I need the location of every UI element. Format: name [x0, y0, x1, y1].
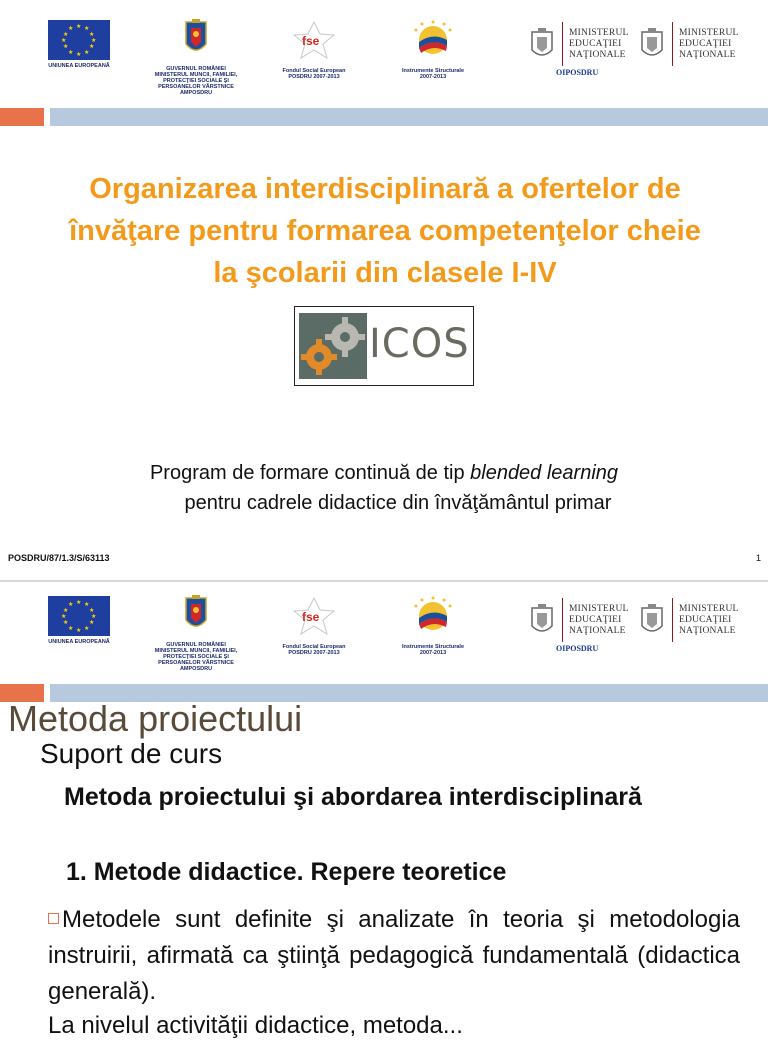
section-heading: Metoda proiectului şi abordarea interdisciplinară [64, 783, 642, 811]
page-number: 1 [755, 553, 761, 563]
gov-logo [150, 594, 242, 672]
partner-logos [0, 0, 768, 100]
eu-caption: UNIUNEA EUROPEANĂ [48, 639, 110, 645]
fse-caption: Fondul Social European POSDRU 2007-2013 [282, 68, 346, 80]
ministry-name: MINISTERUL EDUCAŢIEI NAŢIONALE [569, 603, 629, 636]
bullet-paragraph: Metodele sunt definite şi analizate în teoria şi metodologia instruirii, afirmată ca ştiinţă pedagogică fundamentală (didactica generală). [48, 906, 740, 1005]
ministry-separator [672, 22, 673, 66]
fse-logo [282, 596, 346, 656]
is-caption: Instrumente Structurale 2007-2013 [401, 644, 465, 656]
structural-instruments-icon [410, 596, 456, 636]
romania-crest-icon [183, 18, 209, 58]
ministry-separator [562, 598, 563, 642]
project-code: POSDRU/87/1.3/S/63113 [8, 553, 110, 563]
fse-logo-icon [291, 20, 337, 60]
fse-caption: Fondul Social European POSDRU 2007-2013 [282, 644, 346, 656]
icos-gears-icon [299, 313, 367, 379]
eu-logo [40, 596, 118, 645]
ministry-separator [672, 598, 673, 642]
ministry-logo-2 [638, 22, 739, 66]
fse-logo-icon [291, 596, 337, 636]
gov-caption: GUVERNUL ROMÂNIEI MINISTERUL MUNCII, FAMILIEI, PROTECŢIEI SOCIALE ŞI PERSOANELOR VÂRSTNICE AMPOSDRU [154, 66, 238, 96]
ministry-separator [562, 22, 563, 66]
ministry-logo-1 [528, 22, 629, 66]
ministry-logo-2 [638, 598, 739, 642]
gov-logo [150, 18, 242, 96]
fse-mark: fse [302, 34, 320, 48]
accent-bar-blue [50, 108, 768, 126]
is-caption: Instrumente Structurale 2007-2013 [401, 68, 465, 80]
eu-logo [40, 20, 118, 69]
ministry-name: MINISTERUL EDUCAŢIEI NAŢIONALE [679, 603, 739, 636]
cut-off-line: La nivelul activităţii didactice, metoda... [48, 1012, 463, 1039]
bullet-square-icon [48, 913, 59, 924]
icos-logo-text: ICOS [369, 321, 470, 367]
romania-crest-icon [183, 594, 209, 634]
partner-logos [0, 582, 768, 682]
accent-bar-orange [0, 108, 44, 126]
ministry-crest-icon [528, 26, 556, 62]
subsection-heading: 1. Metode didactice. Repere teoretice [66, 858, 507, 886]
eu-flag-icon: ★ ★ ★ ★ ★ ★ ★ ★ ★ ★ ★ ★ [48, 596, 110, 636]
ministry-name: MINISTERUL EDUCAŢIEI NAŢIONALE [569, 27, 629, 60]
slide-subtitle: Suport de curs [40, 738, 223, 769]
ministry-name: MINISTERUL EDUCAŢIEI NAŢIONALE [679, 27, 739, 60]
structural-instruments-icon [410, 20, 456, 60]
oiposdru-label: OIPOSDRU [556, 68, 599, 77]
gov-caption: GUVERNUL ROMÂNIEI MINISTERUL MUNCII, FAMILIEI, PROTECŢIEI SOCIALE ŞI PERSOANELOR VÂRSTNICE AMPOSDRU [154, 642, 238, 672]
oiposdru-label: OIPOSDRU [556, 644, 599, 653]
slide-subtitle: Program de formare continuă de tip blended learning pentru cadrele didactice din învăţământul primar [149, 462, 619, 514]
slide-title: Organizarea interdisciplinară a ofertelor de învăţare pentru formarea competenţelor cheie la şcolarii din clasele I-IV [69, 173, 701, 289]
eu-caption: UNIUNEA EUROPEANĂ [48, 63, 110, 69]
ministry-crest-icon [528, 602, 556, 638]
slide-2 [0, 582, 768, 1039]
ministry-crest-icon [638, 26, 666, 62]
slide-title: Metoda proiectului [8, 698, 303, 739]
structural-instruments-logo [400, 20, 466, 80]
fse-mark: fse [302, 610, 320, 624]
eu-flag-icon: ★ ★ ★ ★ ★ ★ ★ ★ ★ ★ ★ ★ [48, 20, 110, 60]
ministry-crest-icon [638, 602, 666, 638]
fse-logo [282, 20, 346, 80]
ministry-logo-1 [528, 598, 629, 642]
icos-logo [294, 306, 474, 386]
structural-instruments-logo [400, 596, 466, 656]
